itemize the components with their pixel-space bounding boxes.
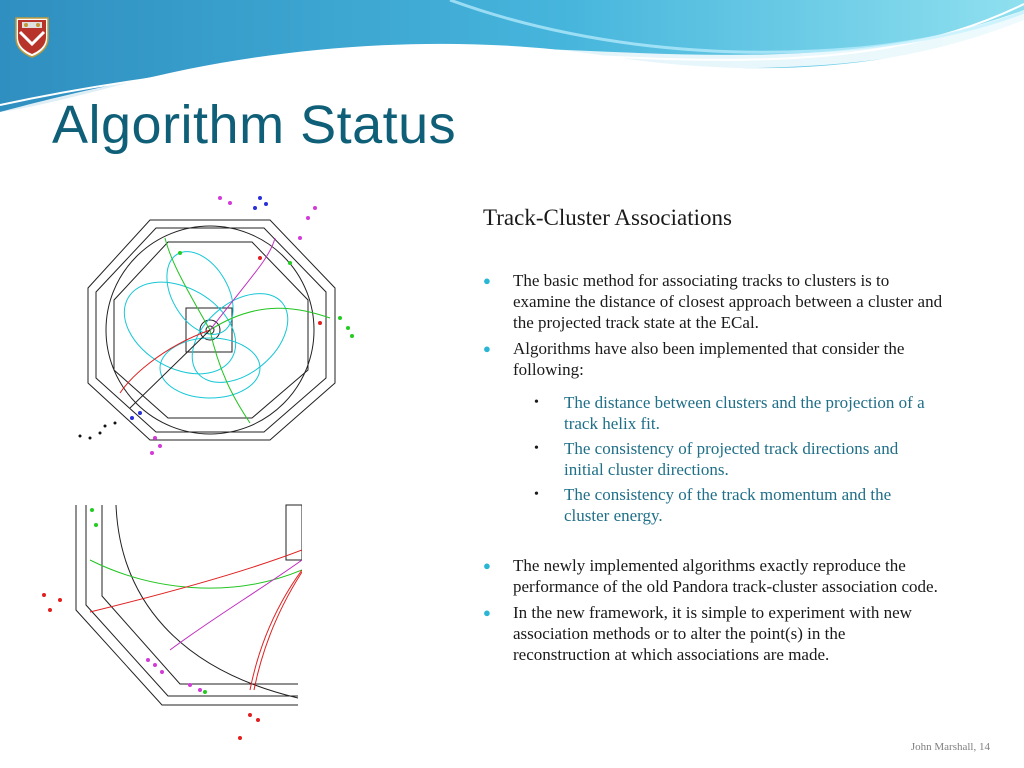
bullet-list-top: [483, 270, 943, 385]
bullet-dot-icon: ●: [483, 605, 491, 620]
slide-footer: John Marshall, 14: [910, 741, 990, 753]
list-item: ● The basic method for associating tracks to clusters is to examine the distance of closest approach between a cluster and the projected track state at the ECal.: [483, 271, 943, 332]
detector-event-display-image: [60, 178, 370, 478]
slide-title: Algorithm Status: [52, 95, 457, 155]
bullet-dot-icon: ●: [483, 341, 491, 356]
list-item: ● The newly implemented algorithms exactly reproduce the performance of the old Pandora track-cluster association code.: [483, 556, 938, 596]
detector-zoom-image: [30, 500, 302, 750]
bullet-list-bottom: [483, 555, 943, 670]
list-item: • The distance between clusters and the projection of a track helix fit.: [534, 393, 925, 433]
university-crest-icon: [14, 16, 50, 58]
list-item: • The consistency of the track momentum and the cluster energy.: [534, 485, 892, 525]
list-item: ● Algorithms have also been implemented that consider the following:: [483, 339, 905, 379]
list-item: ● In the new framework, it is simple to experiment with new association methods or to alter the point(s) in the reconstruction at which associations are made.: [483, 603, 912, 664]
bullet-dot-icon: ●: [483, 558, 491, 573]
sub-bullet-list: [534, 392, 934, 530]
list-item: • The consistency of projected track directions and initial cluster directions.: [534, 439, 899, 479]
bullet-dot-icon: •: [534, 487, 539, 502]
section-subtitle: Track-Cluster Associations: [483, 205, 732, 230]
bullet-dot-icon: •: [534, 395, 539, 410]
bullet-dot-icon: •: [534, 441, 539, 456]
bullet-dot-icon: ●: [483, 273, 491, 288]
